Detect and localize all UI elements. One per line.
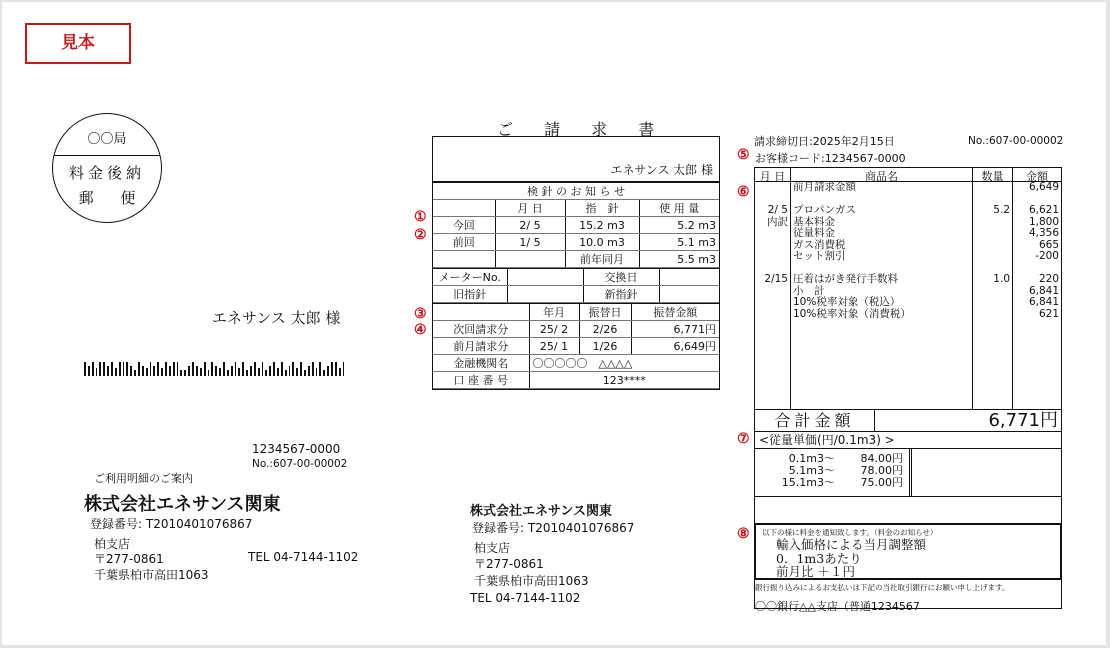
unit-range: 0.1m3〜 <box>788 452 835 465</box>
barcode-bar <box>285 370 287 376</box>
barcode-bar <box>165 362 167 376</box>
marker-5: ⑤ <box>737 147 750 163</box>
unit-price: 84.00円 <box>860 452 903 465</box>
notice-line: 前月比 ＋１円 <box>776 564 855 579</box>
qty-column <box>973 182 1013 409</box>
header-amount: 金額 <box>1026 170 1048 183</box>
unit-range: 5.1m3〜 <box>788 464 835 477</box>
meter-title: 検 針 の お 知 ら せ <box>433 183 719 200</box>
statement-cell-amount: 665 <box>1038 238 1059 251</box>
envelope-tel: TEL 04-7144-1102 <box>248 550 359 564</box>
invoice-company: 株式会社エネサンス関東 <box>470 504 612 519</box>
invoice-branch: 柏支店 <box>474 541 511 555</box>
statement-cell-amount: 220 <box>1038 273 1059 285</box>
customer-code: お客様コード:1234567-0000 <box>755 152 906 165</box>
statement-cell-name: 圧着はがき発行手数料 <box>793 273 898 285</box>
marker-4: ④ <box>414 322 427 338</box>
marker-6: ⑥ <box>737 184 750 200</box>
stamp-office: 〇〇局 <box>53 114 161 156</box>
meter-usage: 5.1 m3 <box>639 234 719 251</box>
exchange-date-value <box>659 269 719 286</box>
unit-price-list <box>755 449 912 496</box>
barcode-bar <box>96 368 98 376</box>
envelope-registration: 登録番号: T2010401076867 <box>90 517 253 531</box>
transfer-header <box>433 304 529 321</box>
notice-line: 0．1m3あたり <box>776 550 862 566</box>
meter-row <box>433 217 719 234</box>
statement-cell-name: 10%税率対象（税込） <box>793 296 901 308</box>
total-row <box>755 410 1061 432</box>
barcode-bar <box>150 362 152 376</box>
statement-cell-name: ガス消費税 <box>793 238 846 251</box>
barcode-bar <box>316 368 318 376</box>
barcode-bar <box>343 362 345 376</box>
barcode-bar <box>88 366 90 376</box>
transfer-date: 2/26 <box>579 321 631 338</box>
barcode-bar <box>277 368 279 376</box>
barcode-bar <box>177 362 179 376</box>
transfer-label: 前月請求分 <box>433 338 529 355</box>
barcode-bar <box>204 362 206 376</box>
barcode-bar <box>300 362 302 376</box>
total-label: 合計金額 <box>755 410 875 431</box>
statement-cell-amount: 6,621 <box>1028 204 1059 216</box>
barcode-bar <box>262 362 264 376</box>
exchange-date-label: 交換日 <box>583 269 659 286</box>
unit-price-body <box>755 449 1061 497</box>
new-reading-value <box>659 286 719 303</box>
statement-number: No.:607-00-00002 <box>968 135 1064 147</box>
barcode-bar <box>250 366 252 376</box>
envelope-recipient: エネサンス 太郎 様 <box>212 309 341 327</box>
notice-small: 以下の様に料金を通知致します。（料金のお知らせ） <box>762 528 938 537</box>
transfer-amount: 6,771円 <box>631 321 719 338</box>
barcode-bar <box>238 368 240 376</box>
postage-stamp <box>52 113 162 223</box>
envelope-address: 千葉県柏市高田1063 <box>94 568 209 582</box>
meter-date: 2/ 5 <box>495 217 565 234</box>
statement-cell-name: 10%税率対象（消費税） <box>793 307 911 320</box>
meter-reading: 15.2 m3 <box>565 217 639 234</box>
barcode-bar <box>223 362 225 376</box>
unit-price-blank <box>912 449 1061 496</box>
unit-range: 15.1m3〜 <box>781 476 835 489</box>
amount-column <box>1013 182 1061 409</box>
barcode-bar <box>107 366 109 376</box>
old-reading-value <box>507 286 583 303</box>
transfer-amount: 6,649円 <box>631 338 719 355</box>
postal-barcode <box>84 362 344 376</box>
barcode-bar <box>92 362 94 376</box>
barcode-bar <box>265 370 267 376</box>
meter-reading: 前年同月 <box>565 251 639 268</box>
transfer-table <box>433 303 719 389</box>
statement-body <box>755 182 1061 410</box>
unit-price-title: <従量単価(円/0.1m3) > <box>755 432 1061 449</box>
meter-usage: 5.2 m3 <box>639 217 719 234</box>
transfer-ym: 25/ 2 <box>529 321 579 338</box>
stamp-line1: 料金後納 <box>68 164 145 182</box>
bank-note: 銀行振り込みによるお支払いは下記の当社取引銀行にお願い申し上げます。 <box>755 583 1010 592</box>
barcode-bar <box>335 362 337 376</box>
barcode-bar <box>119 362 121 376</box>
barcode-bar <box>219 368 221 376</box>
transfer-label: 次回請求分 <box>433 321 529 338</box>
meter-table <box>433 183 719 268</box>
notice-box <box>754 523 1062 580</box>
invoice-tel: TEL 04-7144-1102 <box>470 591 581 605</box>
barcode-bar <box>227 370 229 376</box>
barcode-bar <box>208 370 210 376</box>
transfer-header: 年月 <box>529 304 579 321</box>
transfer-ym: 25/ 1 <box>529 338 579 355</box>
envelope-number: No.:607-00-00002 <box>252 458 348 470</box>
barcode-bar <box>292 362 294 376</box>
barcode-bar <box>327 366 329 376</box>
barcode-bar <box>312 362 314 376</box>
statement-header <box>755 168 1061 182</box>
barcode-bar <box>319 362 321 376</box>
invoice-sample-page <box>2 2 1106 645</box>
barcode-bar <box>188 366 190 376</box>
barcode-bar <box>173 362 175 376</box>
barcode-bar <box>254 362 256 376</box>
barcode-bar <box>134 370 136 376</box>
statement-cell-name: プロパンガス <box>793 204 856 216</box>
invoice-address: 千葉県柏市高田1063 <box>474 574 589 588</box>
statement-cell-qty <box>973 182 1012 194</box>
meter-date <box>495 251 565 268</box>
transfer-row <box>433 338 719 355</box>
meter-row <box>433 251 719 268</box>
barcode-bar <box>184 370 186 376</box>
envelope-branch: 柏支店 <box>94 537 131 551</box>
bank-label: 金融機関名 <box>433 355 529 372</box>
barcode-bar <box>242 362 244 376</box>
barcode-bar <box>138 362 140 376</box>
barcode-bar <box>231 366 233 376</box>
date-column <box>755 182 791 409</box>
meter-header: 指 針 <box>565 200 639 217</box>
barcode-bar <box>130 366 132 376</box>
stamp-line2: 郵 便 <box>78 189 136 207</box>
barcode-bar <box>196 366 198 376</box>
barcode-bar <box>339 368 341 376</box>
unit-price: 78.00円 <box>860 464 903 477</box>
statement-cell-name: 従量料金 <box>793 227 835 239</box>
meter-exchange-table <box>433 268 719 303</box>
meter-date: 1/ 5 <box>495 234 565 251</box>
meter-box <box>432 136 720 390</box>
invoice-registration: 登録番号: T2010401076867 <box>472 521 635 535</box>
barcode-bar <box>323 370 325 376</box>
statement-cell-name: セット割引 <box>793 250 846 262</box>
total-value: 6,771円 <box>988 410 1058 431</box>
statement-cell-qty <box>973 228 1012 240</box>
barcode-bar <box>123 362 125 376</box>
unit-price-row <box>755 477 909 489</box>
statement-cell-date: 2/ 5 <box>767 204 788 216</box>
account-value: 123**** <box>529 372 719 389</box>
transfer-header: 振替金額 <box>631 304 719 321</box>
barcode-bar <box>161 368 163 376</box>
old-reading-label: 旧指針 <box>433 286 507 303</box>
statement-cell-date <box>755 297 790 309</box>
statement-cell-amount: 1,800 <box>1028 215 1059 228</box>
sample-label: 見本 <box>25 23 131 64</box>
barcode-bar <box>153 366 155 376</box>
meter-reading: 10.0 m3 <box>565 234 639 251</box>
statement-cell-amount: 4,356 <box>1028 227 1059 239</box>
statement-cell-date: 2/15 <box>764 273 788 285</box>
meter-label: 前回 <box>433 234 495 251</box>
closing-date: 請求締切日:2025年2月15日 <box>754 135 895 148</box>
statement-cell-name: 基本料金 <box>793 215 835 228</box>
marker-3: ③ <box>414 306 427 322</box>
unit-price: 75.00円 <box>860 476 903 489</box>
invoice-recipient: エネサンス 太郎 様 <box>433 137 719 183</box>
meter-label <box>433 251 495 268</box>
envelope-guide: ご利用明細のご案内 <box>94 472 193 485</box>
meter-header: 月 日 <box>495 200 565 217</box>
transfer-date: 1/26 <box>579 338 631 355</box>
header-date: 月 日 <box>755 168 791 181</box>
bank-account: 〇〇銀行△△支店（普通1234567 <box>755 600 920 613</box>
barcode-bar <box>331 362 333 376</box>
marker-1: ① <box>414 209 427 225</box>
invoice-title: ご 請 求 書 <box>497 120 655 139</box>
barcode-bar <box>215 366 217 376</box>
barcode-bar <box>111 362 113 376</box>
statement-cell-amount: -200 <box>1035 250 1059 262</box>
marker-2: ② <box>414 227 427 243</box>
barcode-bar <box>126 362 128 376</box>
account-label: 口 座 番 号 <box>433 372 529 389</box>
barcode-bar <box>157 362 159 376</box>
barcode-bar <box>180 370 182 376</box>
statement-cell-qty: 5.2 <box>993 204 1010 216</box>
transfer-header: 振替日 <box>579 304 631 321</box>
meter-header: 使 用 量 <box>639 200 719 217</box>
barcode-bar <box>169 366 171 376</box>
meter-no-value <box>507 269 583 286</box>
barcode-bar <box>235 362 237 376</box>
statement-cell-qty <box>973 297 1012 309</box>
statement-cell-date: 内訳 <box>767 215 788 228</box>
barcode-bar <box>142 366 144 376</box>
barcode-bar <box>146 368 148 376</box>
barcode-bar <box>281 362 283 376</box>
barcode-bar <box>99 362 101 376</box>
meter-header <box>433 200 495 217</box>
barcode-bar <box>258 368 260 376</box>
statement-cell-amount: 621 <box>1038 307 1059 320</box>
invoice-postal: 〒277-0861 <box>474 557 544 571</box>
meter-no-label: メーターNo. <box>433 269 507 286</box>
bank-value: 〇〇〇〇〇 △△△△ <box>529 355 719 372</box>
marker-7: ⑦ <box>737 431 750 447</box>
barcode-bar <box>289 366 291 376</box>
barcode-bar <box>103 362 105 376</box>
header-item: 商品名 <box>791 168 973 181</box>
statement-cell-date <box>755 309 790 321</box>
statement-cell-qty: 1.0 <box>993 273 1010 285</box>
barcode-bar <box>296 368 298 376</box>
statement-cell-amount: 6,649 <box>1028 181 1059 193</box>
envelope-company: 株式会社エネサンス関東 <box>84 494 281 515</box>
marker-8: ⑧ <box>737 526 750 542</box>
meter-row <box>433 234 719 251</box>
barcode-bar <box>304 370 306 376</box>
envelope-postal: 〒277-0861 <box>94 552 164 566</box>
barcode-bar <box>84 362 86 376</box>
notice-line: 輸入価格による当月調整額 <box>776 537 927 552</box>
barcode-bar <box>192 362 194 376</box>
statement-cell-qty <box>973 251 1012 263</box>
item-column <box>791 182 973 409</box>
header-qty: 数量 <box>973 168 1013 181</box>
barcode-bar <box>269 366 271 376</box>
statement-cell-date <box>755 251 790 263</box>
statement-cell-amount: 6,841 <box>1028 296 1059 308</box>
statement-cell-name: 小 計 <box>793 284 825 297</box>
barcode-bar <box>115 368 117 376</box>
barcode-bar <box>246 370 248 376</box>
barcode-bar <box>211 362 213 376</box>
meter-label: 今回 <box>433 217 495 234</box>
statement-cell-qty <box>973 309 1012 321</box>
statement-cell-name: 前月請求金額 <box>793 181 856 193</box>
barcode-bar <box>200 368 202 376</box>
envelope-customer-code: 1234567-0000 <box>252 442 341 456</box>
barcode-bar <box>308 366 310 376</box>
new-reading-label: 新指針 <box>583 286 659 303</box>
barcode-bar <box>273 362 275 376</box>
meter-usage: 5.5 m3 <box>639 251 719 268</box>
statement-cell-date <box>755 182 790 194</box>
transfer-row <box>433 321 719 338</box>
statement-cell-date <box>755 228 790 240</box>
statement-cell-amount: 6,841 <box>1028 284 1059 297</box>
